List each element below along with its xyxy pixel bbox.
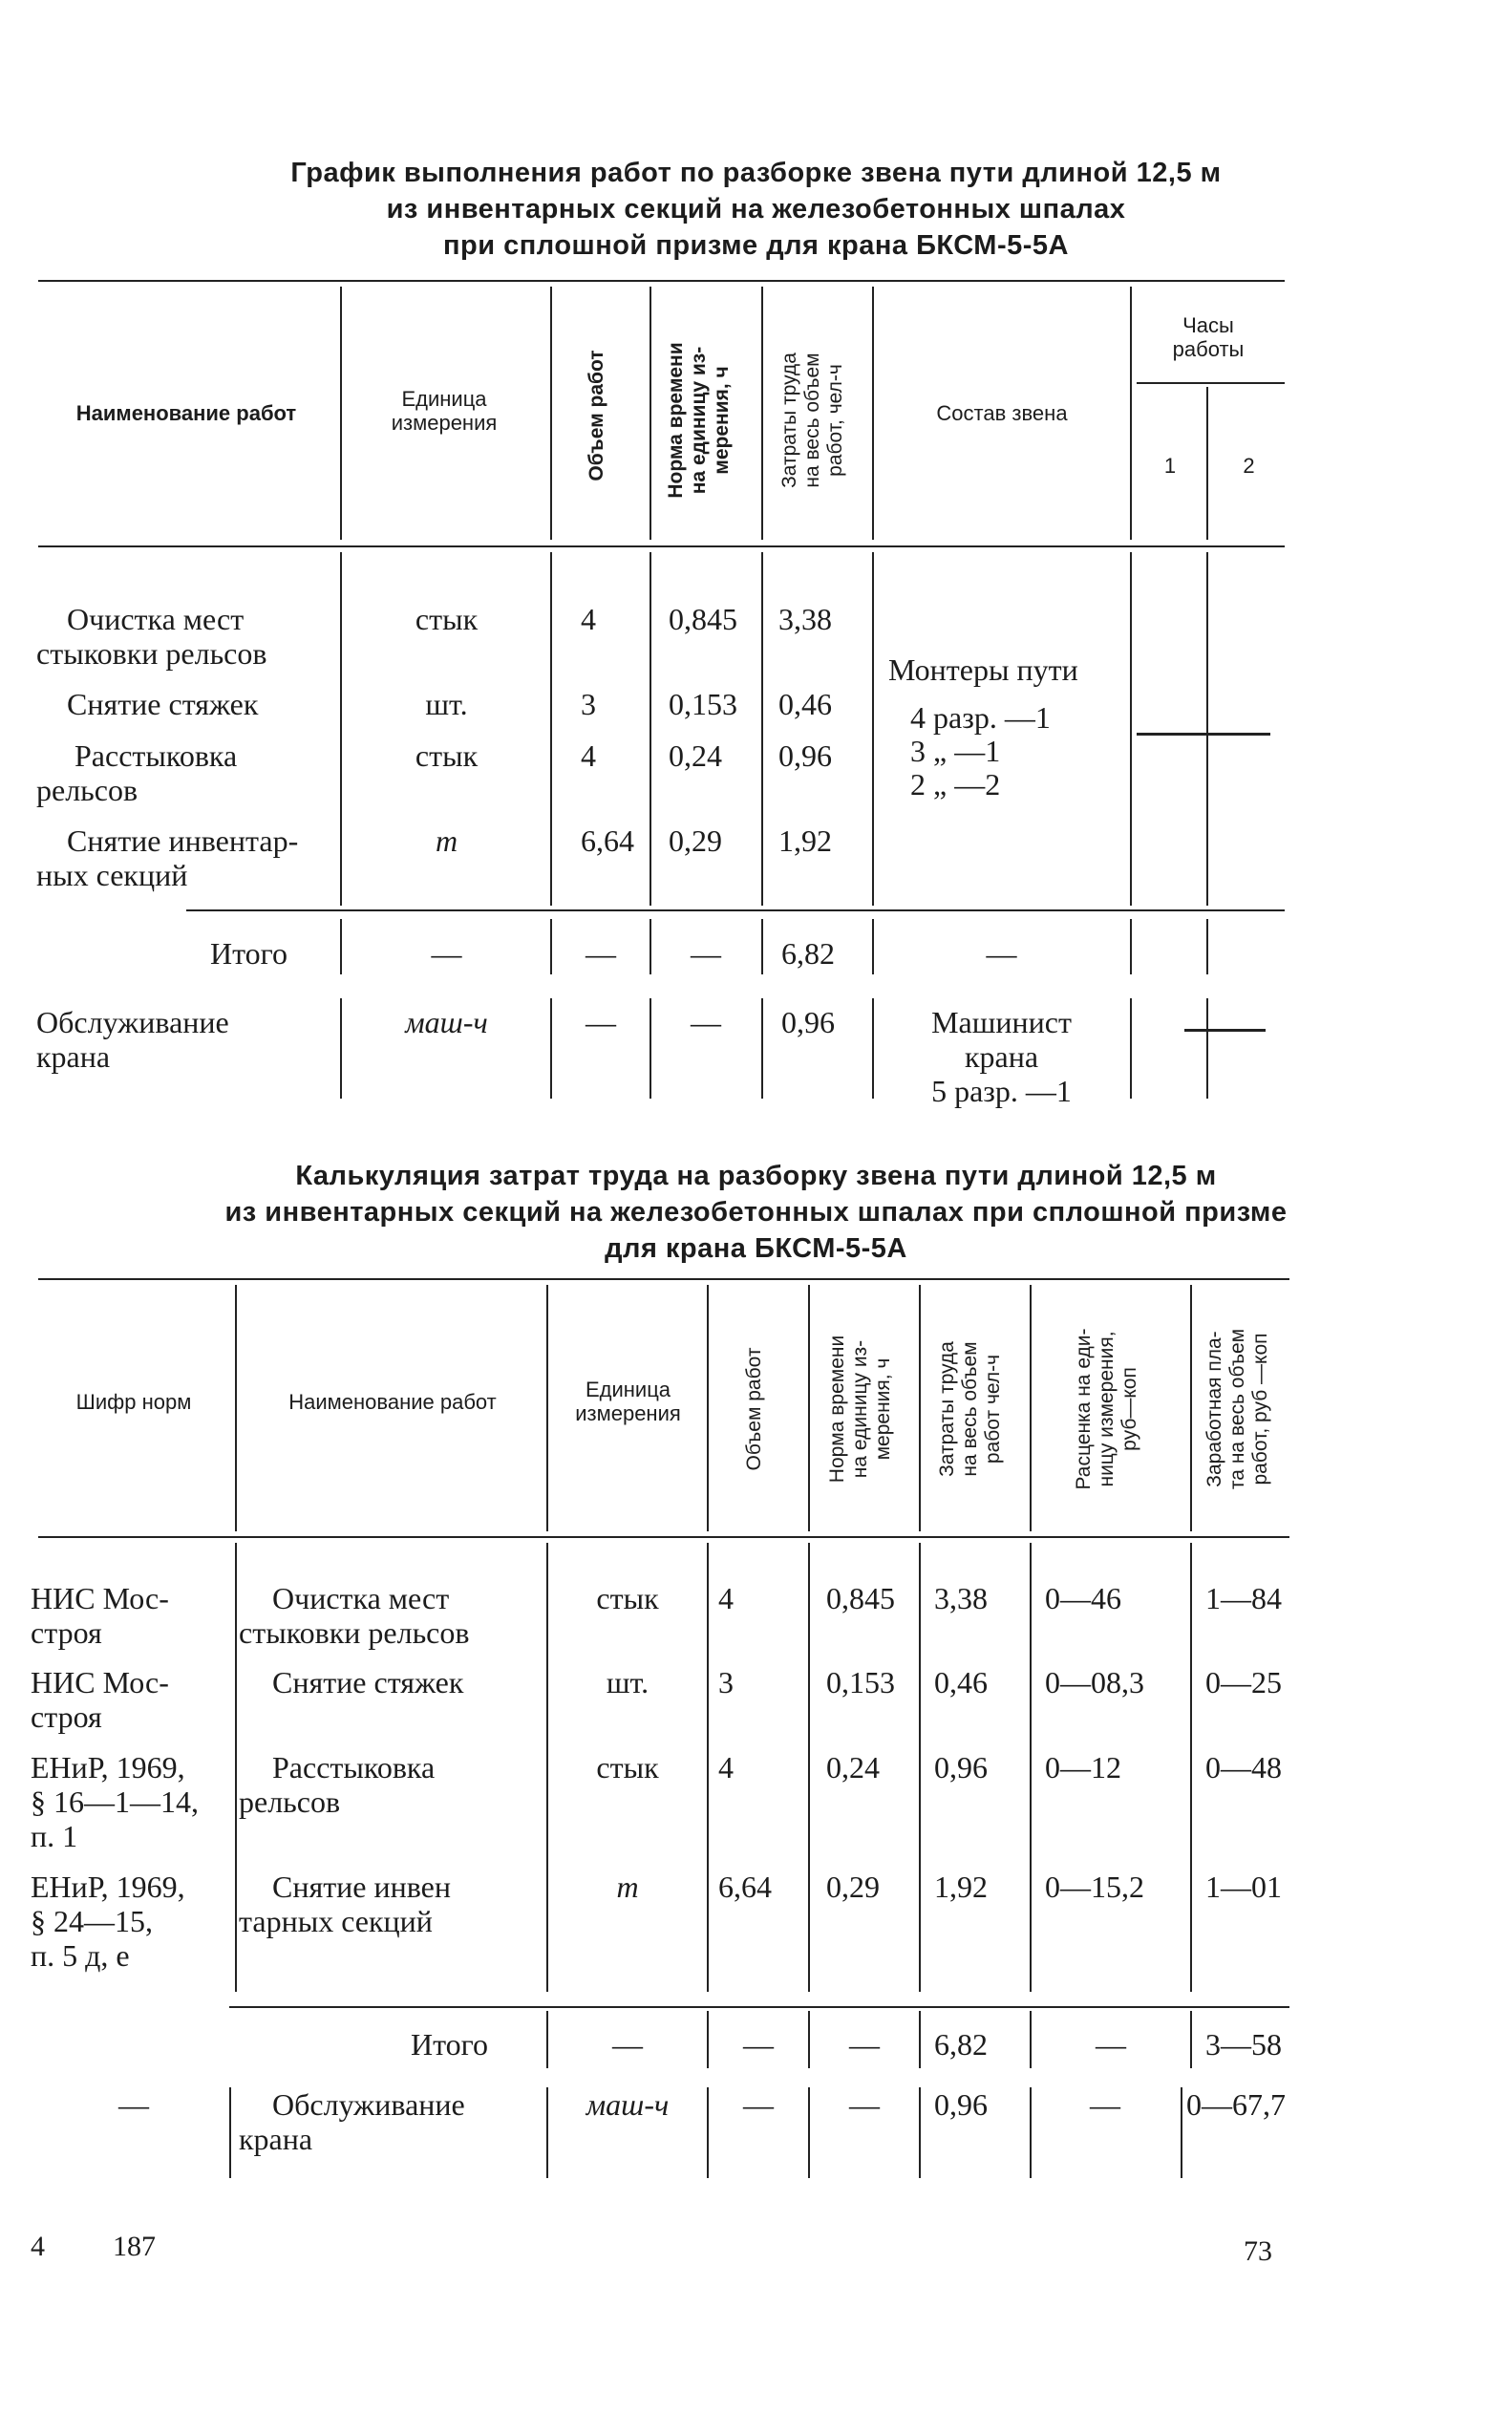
table2-row3-name-line1: Расстыковка xyxy=(272,1750,436,1785)
table2-vline xyxy=(1030,2011,1032,2068)
table2-service-code: — xyxy=(118,2087,149,2122)
table1-row2-labor: 0,46 xyxy=(778,687,832,721)
table2-row3-code-line1: ЕНиР, 1969, xyxy=(31,1750,185,1785)
table1-vline xyxy=(872,552,874,906)
table2-header-rule xyxy=(38,1536,1289,1538)
table2-vline xyxy=(1181,2087,1182,2178)
table2-row1-code-line1: НИС Мос- xyxy=(31,1581,169,1615)
footer-signature-number: 4 xyxy=(31,2231,45,2262)
table1-vline xyxy=(1206,387,1208,540)
table1-row4-name-line1: Снятие инвентар- xyxy=(67,823,299,858)
table1-vline xyxy=(872,998,874,1099)
table2-total-labor: 6,82 xyxy=(934,2027,988,2062)
table2-vline xyxy=(546,1285,548,1531)
table1-total-labor: 6,82 xyxy=(781,936,835,971)
table2-row2-volume: 3 xyxy=(718,1665,734,1699)
table2-total-norm: — xyxy=(849,2027,880,2062)
table1-header-labor: Затраты труда на весь объем работ, чел-ч xyxy=(778,353,846,488)
table2-vline xyxy=(707,2087,709,2178)
table2-total-volume: — xyxy=(743,2027,774,2062)
table1-header-hour-2: 2 xyxy=(1243,454,1255,478)
table2-row3-name-line2: рельсов xyxy=(239,1785,341,1819)
table1-row1-name-line1: Очистка мест xyxy=(67,602,245,636)
table2-row4-norm: 0,29 xyxy=(826,1870,880,1904)
table2-total-unit: — xyxy=(612,2027,643,2062)
table1-total-rule xyxy=(186,909,1285,911)
table2-header-volume: Объем работ xyxy=(743,1347,765,1471)
table2-header-unit: Единица измерения xyxy=(575,1378,681,1425)
table2-vline xyxy=(1190,1285,1192,1531)
table2-vline xyxy=(229,2087,231,2178)
table2-row1-norm: 0,845 xyxy=(826,1581,895,1615)
table2-title-line1: Калькуляция затрат труда на разборку звена пути длиной 12,5 м xyxy=(295,1161,1217,1191)
table2-total-pay: 3—58 xyxy=(1205,2027,1282,2062)
table2-row1-unit: стык xyxy=(596,1581,659,1615)
table1-header-volume: Объем работ xyxy=(586,350,607,481)
table2-row4-name-line2: тарных секций xyxy=(239,1904,433,1938)
table1-row4-unit: т xyxy=(435,823,458,858)
table1-total-name: Итого xyxy=(210,936,287,971)
table2-header-name: Наименование работ xyxy=(288,1390,497,1414)
table1-service-crew-line2: крана xyxy=(964,1039,1039,1074)
table2-row4-code-line2: § 24—15, xyxy=(31,1904,153,1938)
table2-row2-code-line1: НИС Мос- xyxy=(31,1665,169,1699)
table2-vline xyxy=(546,2011,548,2068)
table2-service-unit: маш-ч xyxy=(586,2087,670,2122)
table2-row1-pay: 1—84 xyxy=(1205,1581,1282,1615)
table2-vline xyxy=(1030,1285,1032,1531)
table1-row4-labor: 1,92 xyxy=(778,823,832,858)
table2-row2-unit: шт. xyxy=(606,1665,650,1699)
table1-row3-name-line1: Расстыковка xyxy=(75,738,238,773)
table2-header-labor: Затраты труда на весь объем работ чел-ч xyxy=(936,1341,1004,1477)
table1-crew-line4: 2 „ —2 xyxy=(910,767,1001,801)
table2-service-pay: 0—67,7 xyxy=(1186,2087,1286,2122)
table2-row2-labor: 0,46 xyxy=(934,1665,988,1699)
table2-total-name: Итого xyxy=(411,2027,488,2062)
table2-top-rule xyxy=(38,1278,1289,1280)
table1-row3-volume: 4 xyxy=(581,738,596,773)
table2-row2-rate: 0—08,3 xyxy=(1045,1665,1144,1699)
table1-vline xyxy=(872,287,874,540)
table2-header-code: Шифр норм xyxy=(75,1390,192,1414)
table1-total-crew: — xyxy=(986,936,1017,971)
table2-total-rate: — xyxy=(1096,2027,1126,2062)
table1-hours-rule xyxy=(1137,382,1285,384)
table2-row3-code-line3: п. 1 xyxy=(31,1819,78,1853)
table1-header-hours: Часы работы xyxy=(1172,313,1245,361)
table2-row4-code-line3: п. 5 д, е xyxy=(31,1938,130,1973)
table1-row4-norm: 0,29 xyxy=(669,823,722,858)
table1-total-volume: — xyxy=(586,936,616,971)
table2-row3-labor: 0,96 xyxy=(934,1750,988,1785)
table1-vline xyxy=(550,287,552,540)
table2-vline xyxy=(546,1543,548,1992)
table1-vline xyxy=(340,998,342,1099)
table1-header-norm: Норма времени на единицу из- мерения, ч xyxy=(665,342,733,499)
table1-total-norm: — xyxy=(691,936,721,971)
table2-header-rate: Расценка на еди- ницу измерения, руб—коп xyxy=(1073,1328,1140,1490)
table1-title-line1: График выполнения работ по разборке звена пути длиной 12,5 м xyxy=(290,158,1222,188)
table1-vline xyxy=(550,919,552,974)
table1-vline xyxy=(1130,919,1132,974)
table1-row1-name-line2: стыковки рельсов xyxy=(36,636,267,671)
table1-row1-labor: 3,38 xyxy=(778,602,832,636)
table1-vline xyxy=(550,998,552,1099)
table2-row3-norm: 0,24 xyxy=(826,1750,880,1785)
table2-header-pay: Заработная пла- та на весь объем работ, руб —коп xyxy=(1203,1328,1271,1490)
table1-vline xyxy=(761,552,763,906)
table2-row1-name-line2: стыковки рельсов xyxy=(239,1615,470,1650)
table1-total-unit: — xyxy=(431,936,462,971)
table1-row4-volume: 6,64 xyxy=(581,823,634,858)
table1-row2-norm: 0,153 xyxy=(669,687,737,721)
footer-order-number: 187 xyxy=(113,2231,156,2262)
table2-service-norm: — xyxy=(849,2087,880,2122)
table2-total-rule xyxy=(229,2006,1289,2008)
page-number: 73 xyxy=(1244,2235,1272,2267)
table1-service-crew-line3: 5 разр. —1 xyxy=(931,1074,1072,1108)
table2-row2-norm: 0,153 xyxy=(826,1665,895,1699)
table2-vline xyxy=(808,1285,810,1531)
table2-vline xyxy=(919,1285,921,1531)
table1-vline xyxy=(650,287,651,540)
table2-row1-rate: 0—46 xyxy=(1045,1581,1121,1615)
table2-vline xyxy=(1190,1543,1192,1992)
gantt-bar-work xyxy=(1137,733,1270,736)
table2-vline xyxy=(235,1285,237,1531)
table2-vline xyxy=(235,1543,237,1992)
table2-row2-pay: 0—25 xyxy=(1205,1665,1282,1699)
table2-row4-name-line1: Снятие инвен xyxy=(272,1870,451,1904)
table2-service-labor: 0,96 xyxy=(934,2087,988,2122)
table2-row4-unit: т xyxy=(616,1870,639,1904)
table1-crew-line3: 3 „ —1 xyxy=(910,734,1001,768)
table1-header-unit: Единица измерения xyxy=(391,387,498,435)
table1-vline xyxy=(340,287,342,540)
table1-title-line2: из инвентарных секций на железобетонных шпалах xyxy=(386,194,1126,224)
table1-vline xyxy=(650,919,651,974)
table1-vline xyxy=(872,919,874,974)
table1-header-name: Наименование работ xyxy=(75,401,297,425)
table1-header-hour-1: 1 xyxy=(1163,454,1177,478)
table1-service-crew-line1: Машинист xyxy=(931,1005,1072,1039)
table2-row4-rate: 0—15,2 xyxy=(1045,1870,1144,1904)
table1-vline xyxy=(761,919,763,974)
table2-row1-code-line2: строя xyxy=(31,1615,102,1650)
table1-service-norm: — xyxy=(691,1005,721,1039)
table1-row3-labor: 0,96 xyxy=(778,738,832,773)
table1-row2-volume: 3 xyxy=(581,687,596,721)
table1-row1-unit: стык xyxy=(415,602,479,636)
table1-row3-name-line2: рельсов xyxy=(36,773,138,807)
table1-service-unit: маш-ч xyxy=(405,1005,488,1039)
table1-title-line3: при сплошной призме для крана БКСМ-5-5А xyxy=(443,230,1069,261)
table1-vline xyxy=(650,998,651,1099)
table1-crew-line2: 4 разр. —1 xyxy=(910,700,1051,735)
table1-vline xyxy=(761,287,763,540)
table1-vline xyxy=(1130,998,1132,1099)
table2-row3-unit: стык xyxy=(596,1750,659,1785)
table1-row1-volume: 4 xyxy=(581,602,596,636)
table2-service-volume: — xyxy=(743,2087,774,2122)
table2-vline xyxy=(707,1285,709,1531)
table2-vline xyxy=(1030,1543,1032,1992)
table1-vline xyxy=(1130,287,1132,540)
gantt-bar-crane xyxy=(1184,1029,1266,1032)
table1-header-rule xyxy=(38,545,1285,547)
table1-service-name-line2: крана xyxy=(36,1039,111,1074)
table1-row3-norm: 0,24 xyxy=(669,738,722,773)
table1-vline xyxy=(550,552,552,906)
table2-service-rate: — xyxy=(1090,2087,1120,2122)
table2-row3-rate: 0—12 xyxy=(1045,1750,1121,1785)
table1-vline xyxy=(1206,919,1208,974)
table2-row2-code-line2: строя xyxy=(31,1699,102,1734)
table2-vline xyxy=(808,1543,810,1992)
table1-vline xyxy=(340,919,342,974)
table2-service-name-line2: крана xyxy=(239,2122,313,2156)
table2-service-name-line1: Обслуживание xyxy=(272,2087,465,2122)
table1-service-labor: 0,96 xyxy=(781,1005,835,1039)
table2-row3-code-line2: § 16—1—14, xyxy=(31,1785,199,1819)
table1-row1-norm: 0,845 xyxy=(669,602,737,636)
table2-row1-labor: 3,38 xyxy=(934,1581,988,1615)
table2-row3-volume: 4 xyxy=(718,1750,734,1785)
table2-vline xyxy=(808,2011,810,2068)
table2-vline xyxy=(707,2011,709,2068)
table2-vline xyxy=(1190,2011,1192,2068)
table1-top-rule xyxy=(38,280,1285,282)
table2-vline xyxy=(707,1543,709,1992)
table2-header-norm: Норма времени на единицу из- мерения, ч xyxy=(826,1335,894,1484)
table2-title-line3: для крана БКСМ-5-5А xyxy=(605,1233,907,1264)
table2-vline xyxy=(1030,2087,1032,2178)
table2-vline xyxy=(919,2087,921,2178)
table1-vline xyxy=(1206,998,1208,1099)
table1-row2-unit: шт. xyxy=(425,687,468,721)
table2-row4-code-line1: ЕНиР, 1969, xyxy=(31,1870,185,1904)
table1-crew-line1: Монтеры пути xyxy=(888,652,1078,687)
table1-row4-name-line2: ных секций xyxy=(36,858,188,892)
table2-title-line2: из инвентарных секций на железобетонных шпалах при сплошной призме xyxy=(224,1197,1288,1228)
table2-row1-volume: 4 xyxy=(718,1581,734,1615)
table2-vline xyxy=(919,1543,921,1992)
table2-row3-pay: 0—48 xyxy=(1205,1750,1282,1785)
table1-vline xyxy=(761,998,763,1099)
table2-vline xyxy=(546,2087,548,2178)
table1-row3-unit: стык xyxy=(415,738,479,773)
table2-row4-volume: 6,64 xyxy=(718,1870,772,1904)
table2-vline xyxy=(808,2087,810,2178)
table2-row2-name: Снятие стяжек xyxy=(272,1665,464,1699)
table2-row4-labor: 1,92 xyxy=(934,1870,988,1904)
table2-row4-pay: 1—01 xyxy=(1205,1870,1282,1904)
table1-vline xyxy=(650,552,651,906)
table1-row2-name: Снятие стяжек xyxy=(67,687,259,721)
table1-header-crew: Состав звена xyxy=(936,401,1068,425)
table2-vline xyxy=(919,2011,921,2068)
table1-vline xyxy=(1206,552,1208,906)
table1-vline xyxy=(340,552,342,906)
table1-vline xyxy=(1130,552,1132,906)
table2-row1-name-line1: Очистка мест xyxy=(272,1581,450,1615)
table1-service-volume: — xyxy=(586,1005,616,1039)
table1-service-name-line1: Обслуживание xyxy=(36,1005,229,1039)
